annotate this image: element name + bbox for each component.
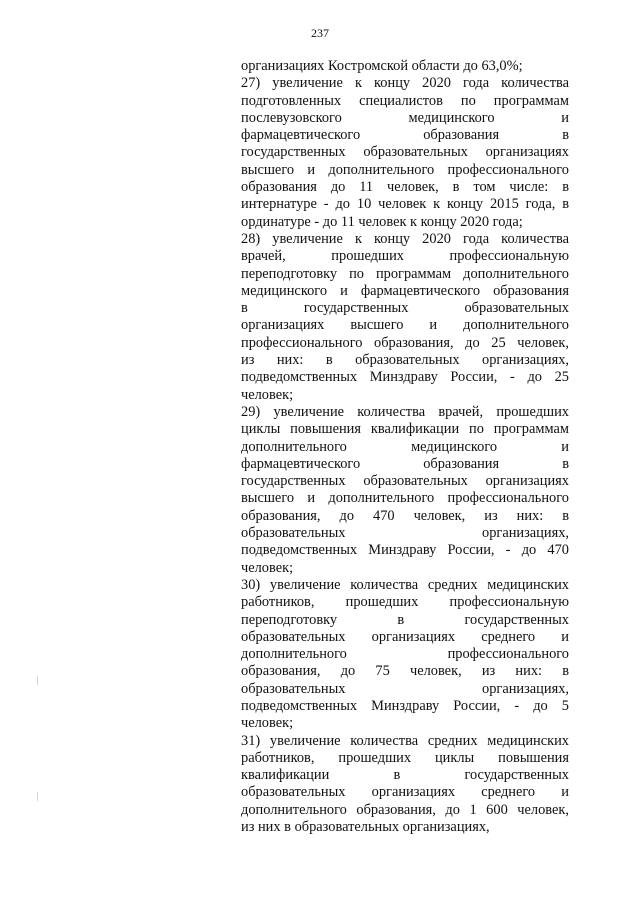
text-line: фармацевтического образования в <box>241 455 569 472</box>
text-line: образовательных организациях среднего и <box>241 784 569 801</box>
text-line: врачей, прошедших профессиональную <box>241 248 569 265</box>
text-line: образования, до 75 человек, из них: в <box>241 663 569 680</box>
text-line: 28) увеличение к концу 2020 года количества <box>241 230 569 247</box>
text-line: профессионального образования, до 25 человек, <box>241 334 569 351</box>
text-line: квалификации в государственных <box>241 767 569 784</box>
paragraph <box>241 577 569 733</box>
text-line: человек; <box>241 559 294 576</box>
text-line: высшего и дополнительного профессионального <box>241 161 569 178</box>
text-line: человек; <box>241 715 294 732</box>
text-line: организациях Костромской области до 63,0%; <box>241 58 523 74</box>
text-line: образовательных организациях среднего и <box>241 628 569 645</box>
text-line: дополнительного образования, до 1 600 человек, <box>241 801 569 818</box>
text-line: организациях высшего и дополнительного <box>241 317 569 334</box>
text-line: 31) увеличение количества средних медицинских <box>241 732 569 749</box>
text-line: образовательных организациях, <box>241 680 569 697</box>
text-line: подготовленных специалистов по программам <box>241 92 569 109</box>
text-line: государственных образовательных организациях <box>241 473 569 490</box>
document-body <box>241 58 569 836</box>
text-line: ординатуре - до 11 человек к концу 2020 года; <box>241 213 523 230</box>
text-line: подведомственных Минздраву России, - до 5 <box>241 697 569 714</box>
margin-scan-mark <box>37 792 38 801</box>
text-line: работников, прошедших профессиональную <box>241 594 569 611</box>
text-line: в государственных образовательных <box>241 300 569 317</box>
text-line: 27) увеличение к концу 2020 года количества <box>241 75 569 92</box>
text-line: государственных образовательных организациях <box>241 144 569 161</box>
text-line: из них в образовательных организациях, <box>241 819 490 836</box>
text-line: подведомственных Минздраву России, - до 470 <box>241 542 569 559</box>
text-line: фармацевтического образования в <box>241 127 569 144</box>
paragraph <box>241 58 569 75</box>
paragraph <box>241 231 569 404</box>
text-line: интернатуре - до 10 человек к концу 2015 года, в <box>241 196 569 213</box>
text-line: 29) увеличение количества врачей, прошедших <box>241 403 569 420</box>
text-line: человек; <box>241 386 294 403</box>
text-line: дополнительного медицинского и <box>241 438 569 455</box>
text-line: высшего и дополнительного профессионального <box>241 490 569 507</box>
margin-scan-mark <box>37 676 38 685</box>
text-line: 30) увеличение количества средних медицинских <box>241 576 569 593</box>
text-line: послевузовского медицинского и <box>241 109 569 126</box>
paragraph <box>241 404 569 577</box>
text-line: образовательных организациях, <box>241 525 569 542</box>
text-line: циклы повышения квалификации по программам <box>241 421 569 438</box>
text-line: работников, прошедших циклы повышения <box>241 749 569 766</box>
text-line: образования до 11 человек, в том числе: в <box>241 179 569 196</box>
page-number: 237 <box>311 26 329 40</box>
text-line: переподготовку в государственных <box>241 611 569 628</box>
text-line: из них: в образовательных организациях, <box>241 352 569 369</box>
paragraph <box>241 75 569 231</box>
text-line: образования, до 470 человек, из них: в <box>241 507 569 524</box>
text-line: подведомственных Минздраву России, - до 25 <box>241 369 569 386</box>
paragraph <box>241 733 569 837</box>
text-line: медицинского и фармацевтического образования <box>241 282 569 299</box>
text-line: дополнительного профессионального <box>241 646 569 663</box>
text-line: переподготовку по программам дополнительного <box>241 265 569 282</box>
